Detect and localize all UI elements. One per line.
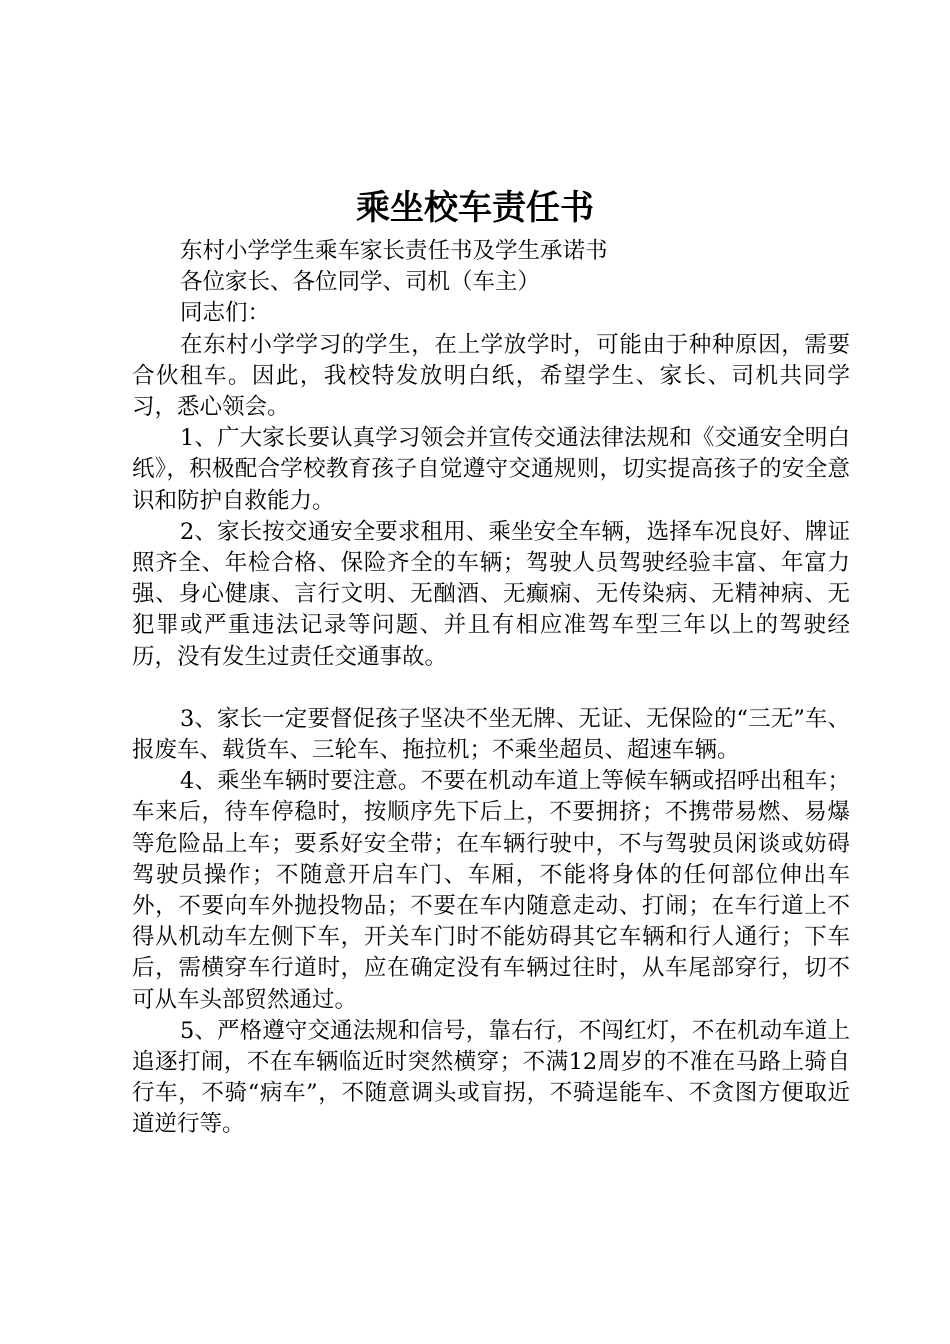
document-title: 乘坐校车责任书 [356, 188, 594, 228]
item-2-paragraph: 2、家长按交通安全要求租用、乘坐安全车辆，选择车况良好、牌证照齐全、年检合格、保险齐全的车辆；驾驶人员驾驶经验丰富、年富力强、身心健康、言行文明、无酗酒、无癫痫、无传染病、无精神病、无犯罪或严重违法记录等问题、并且有相应准驾车型三年以上的驾驶经历，没有发生过责任交通事故。 [132, 518, 850, 670]
document-subtitle: 东村小学学生乘车家长责任书及学生承诺书 [180, 238, 608, 264]
paragraph-gap [132, 673, 850, 704]
salutation: 同志们： [180, 300, 271, 327]
document-body [132, 236, 850, 1141]
intro-paragraph: 在东村小学学习的学生，在上学放学时，可能由于种种原因，需要合伙租车。因此，我校特发放明白纸，希望学生、家长、司机共同学习，悉心领会。 [132, 331, 850, 421]
addressees: 各位家长、各位同学、司机（车主） [180, 269, 541, 296]
item-1-paragraph: 1、广大家长要认真学习领会并宣传交通法律法规和《交通安全明白纸》，积极配合学校教育孩子自觉遵守交通规则，切实提高孩子的安全意识和防护自救能力。 [132, 425, 850, 514]
item-3-paragraph: 3、家长一定要督促孩子坚决不坐无牌、无证、无保险的“三无”车、报废车、载货车、三轮车、拖拉机；不乘坐超员、超速车辆。 [132, 705, 850, 764]
item-4-paragraph: 4、乘坐车辆时要注意。不要在机动车道上等候车辆或招呼出租车；车来后，待车停稳时，按顺序先下后上，不要拥挤；不携带易燃、易爆等危险品上车；要系好安全带；在车辆行驶中，不与驾驶员闲谈或妨碍驾驶员操作；不随意开启车门、车厢，不能将身体的任何部位伸出车外，不要向车外抛投物品；不要在车内随意走动、打闹；在车行道上不得从机动车左侧下车，开关车门时不能妨碍其它车辆和行人通行；下车后，需横穿车行道时，应在确定没有车辆过往时，从车尾部穿行，切不可从车头部贸然通过。 [132, 768, 850, 1013]
item-5-paragraph: 5、严格遵守交通法规和信号，靠右行，不闯红灯，不在机动车道上追逐打闹，不在车辆临近时突然横穿；不满12周岁的不准在马路上骑自行车，不骑“病车”，不随意调头或盲拐，不骑逞能车、不贪图方便取近道逆行等。 [132, 1017, 850, 1138]
